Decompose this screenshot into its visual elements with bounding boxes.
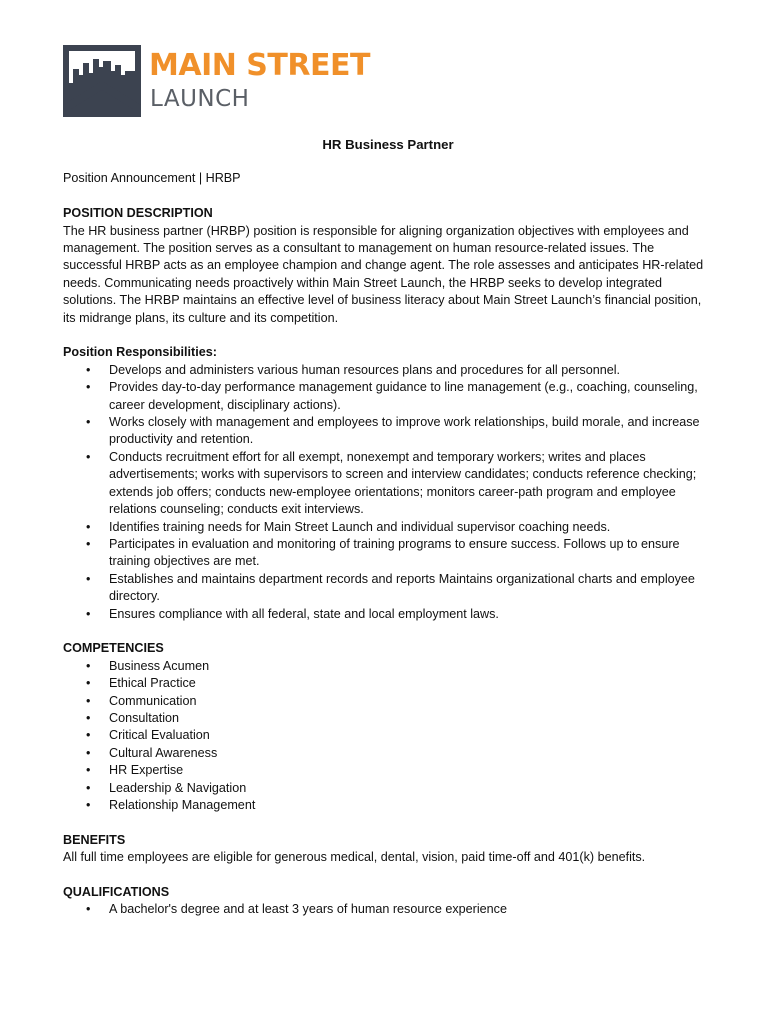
logo-sub-text: LAUNCH (150, 86, 250, 112)
city-skyline-icon (63, 45, 141, 117)
list-item: • Leadership & Navigation (63, 780, 713, 797)
qualifications-list (63, 901, 713, 918)
qualifications-heading: QUALIFICATIONS (63, 884, 170, 899)
position-description-text: The HR business partner (HRBP) position is responsible for aligning organization objectives with employees and management. The position serves as a consultant to management on human resource-related issues. The successful HRBP acts as an employee champion and change agent. The role assesses and anticipates HR-related needs. Communicating needs proactively within Main Street Launch, the HRBP seeks to develop integrated solutions. The HRBP maintains an effective level of business literacy about Main Street Launch’s financial position, its midrange plans, its culture and its competition. (63, 223, 704, 325)
document-body (63, 136, 713, 936)
benefits-heading: BENEFITS (63, 832, 126, 847)
list-item: • Critical Evaluation (63, 727, 713, 744)
list-item: • Consultation (63, 710, 713, 727)
list-item: • Participates in evaluation and monitoring of training programs to ensure success. Follows up to ensure training objectives are met. (63, 536, 713, 571)
list-item: • Ethical Practice (63, 675, 713, 692)
list-item: • Identifies training needs for Main Street Launch and individual supervisor coaching needs. (63, 519, 713, 536)
competencies-list (63, 658, 713, 815)
list-item: • Provides day-to-day performance management guidance to line management (e.g., coaching, counseling, career development, disciplinary actions). (63, 379, 713, 414)
company-logo (63, 45, 403, 117)
list-item: • Cultural Awareness (63, 745, 713, 762)
list-item: • Establishes and maintains department records and reports Maintains organizational charts and employee directory. (63, 571, 713, 606)
document-subtitle: Position Announcement | HRBP (63, 171, 241, 186)
benefits-text: All full time employees are eligible for generous medical, dental, vision, paid time-off and 401(k) benefits. (63, 850, 646, 865)
list-item: • Works closely with management and employees to improve work relationships, build morale, and increase productivity and retention. (63, 414, 713, 449)
responsibilities-list (63, 362, 713, 623)
list-item: • A bachelor's degree and at least 3 years of human resource experience (63, 901, 713, 918)
responsibilities-heading: Position Responsibilities: (63, 345, 217, 360)
list-item: • Conducts recruitment effort for all exempt, nonexempt and temporary workers; writes and places advertisements; works with supervisors to screen and interview candidates; conducts reference checking; extends job offers; conducts new-employee orientations; monitors career-path program and employee relations counseling; conducts exit interviews. (63, 449, 713, 519)
list-item: • Ensures compliance with all federal, state and local employment laws. (63, 606, 713, 623)
list-item: • Communication (63, 693, 713, 710)
page-title: HR Business Partner (322, 137, 454, 152)
position-description-heading: POSITION DESCRIPTION (63, 206, 213, 221)
competencies-heading: COMPETENCIES (63, 641, 164, 656)
list-item: • Develops and administers various human resources plans and procedures for all personnel. (63, 362, 713, 379)
logo-main-text: MAIN STREET (149, 48, 370, 83)
list-item: • Business Acumen (63, 658, 713, 675)
list-item: • HR Expertise (63, 762, 713, 779)
list-item: • Relationship Management (63, 797, 713, 814)
